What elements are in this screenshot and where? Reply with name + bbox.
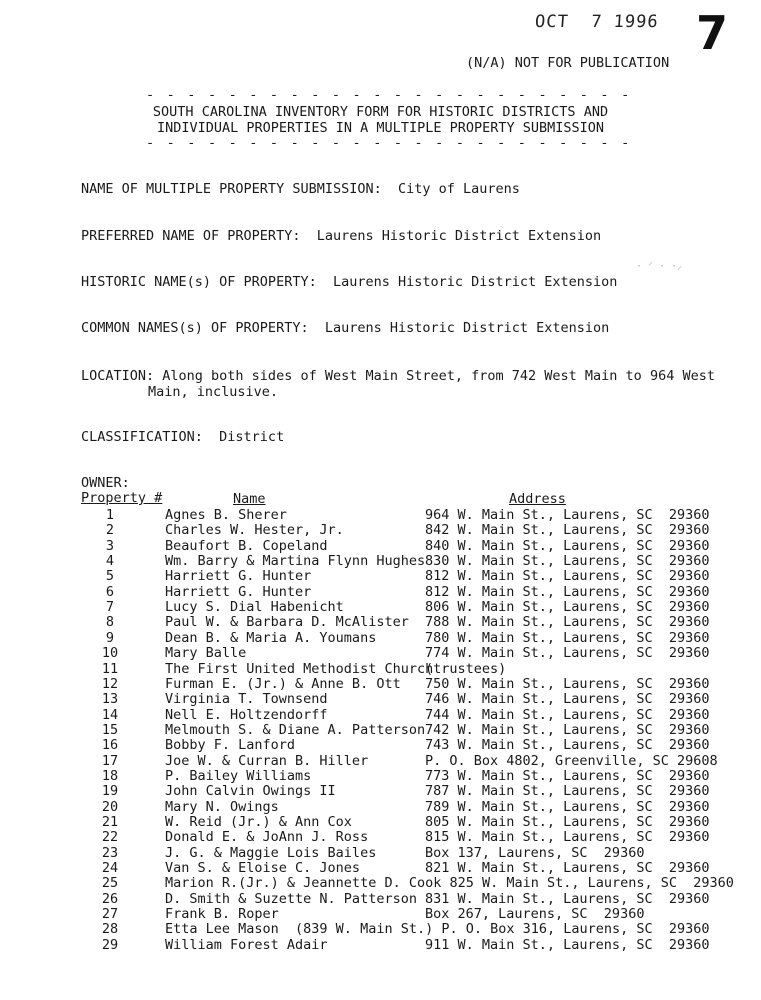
table-row — [0, 522, 761, 537]
property-number: 17 — [101, 752, 119, 769]
owner-name: D. Smith & Suzette N. Patterson — [165, 890, 417, 907]
property-number: 22 — [101, 829, 119, 846]
owner-address: 840 W. Main St., Laurens, SC 29360 — [425, 537, 710, 554]
owner-name: J. G. & Maggie Lois Bailes — [165, 844, 377, 861]
table-row — [0, 906, 761, 921]
historic-name-field: HISTORIC NAME(s) OF PROPERTY: Laurens Historic District Extension — [81, 274, 618, 290]
owner-name: Furman E. (Jr.) & Anne B. Ott — [165, 675, 401, 692]
table-row — [0, 845, 761, 860]
owner-address: 964 W. Main St., Laurens, SC 29360 — [425, 507, 710, 523]
property-number: 2 — [105, 522, 115, 539]
table-row — [0, 614, 761, 629]
property-number: 5 — [105, 568, 115, 585]
owner-name: Paul W. & Barbara D. McAlister — [165, 614, 409, 631]
owner-address: 812 W. Main St., Laurens, SC 29360 — [425, 583, 710, 600]
table-row — [0, 722, 761, 737]
property-number: 3 — [105, 537, 115, 554]
table-row — [0, 768, 761, 783]
owner-name-and-address: Etta Lee Mason (839 W. Main St.) P. O. Box 316, Laurens, SC 29360 — [165, 921, 710, 938]
property-number: 24 — [101, 860, 119, 877]
property-number: 25 — [101, 875, 119, 892]
property-number: 12 — [101, 675, 119, 692]
property-number: 10 — [101, 645, 119, 662]
table-row — [0, 753, 761, 768]
property-number: 23 — [101, 844, 119, 861]
column-header-name: Name — [233, 491, 266, 507]
table-row — [0, 507, 761, 522]
table-row — [0, 829, 761, 844]
form-title-line-1: SOUTH CAROLINA INVENTORY FORM FOR HISTORIC DISTRICTS AND — [152, 104, 609, 120]
owner-label: OWNER: — [81, 475, 130, 491]
owner-name: Dean B. & Maria A. Youmans — [165, 629, 377, 646]
owner-name-and-address: Marion R.(Jr.) & Jeannette D. Cook 825 W. Main St., Laurens, SC 29360 — [165, 875, 734, 892]
owner-name: Charles W. Hester, Jr. — [165, 522, 344, 539]
header-dash-rule-bottom: - - - - - - - - - - - - - - - - - - - - - - - - — [146, 135, 632, 151]
common-name-field: COMMON NAMES(s) OF PROPERTY: Laurens Historic District Extension — [81, 320, 610, 336]
owner-address: P. O. Box 4802, Greenville, SC 29608 — [425, 752, 718, 769]
owner-address: Box 267, Laurens, SC 29360 — [425, 906, 645, 923]
table-row — [0, 661, 761, 676]
property-number: 16 — [101, 737, 119, 754]
owner-address: Box 137, Laurens, SC 29360 — [425, 844, 645, 861]
owner-name: Lucy S. Dial Habenicht — [165, 599, 344, 616]
owner-name: W. Reid (Jr.) & Ann Cox — [165, 814, 352, 830]
page-number: 7 — [696, 6, 729, 60]
owner-name: Melmouth S. & Diane A. Patterson — [165, 721, 426, 738]
property-number: 7 — [105, 599, 115, 616]
owner-name: William Forest Adair — [165, 936, 328, 953]
owner-address: 773 W. Main St., Laurens, SC 29360 — [425, 767, 710, 784]
owner-name: Mary Balle — [165, 645, 247, 662]
property-number: 14 — [101, 706, 119, 723]
owner-name: Mary N. Owings — [165, 798, 279, 815]
table-row — [0, 707, 761, 722]
owner-name: John Calvin Owings II — [165, 783, 336, 800]
owner-address: 821 W. Main St., Laurens, SC 29360 — [425, 860, 710, 877]
owner-name: Nell E. Holtzendorff — [165, 706, 328, 723]
owner-name: Wm. Barry & Martina Flynn Hughes — [165, 553, 426, 570]
property-number: 19 — [101, 783, 119, 800]
property-number: 11 — [101, 660, 119, 677]
table-row — [0, 584, 761, 599]
received-date-stamp: OCT 7 1996 — [534, 12, 660, 32]
property-number: 27 — [101, 906, 119, 923]
owner-address: 744 W. Main St., Laurens, SC 29360 — [425, 706, 710, 723]
classification-field: CLASSIFICATION: District — [81, 429, 285, 445]
not-for-publication-note: (N/A) NOT FOR PUBLICATION — [466, 55, 670, 71]
property-number: 13 — [101, 691, 119, 708]
location-field-line-2: Main, inclusive. — [148, 384, 279, 400]
owner-address: 788 W. Main St., Laurens, SC 29360 — [425, 614, 710, 631]
table-row — [0, 691, 761, 706]
owner-name: Harriett G. Hunter — [165, 583, 312, 600]
table-row — [0, 783, 761, 798]
table-row — [0, 814, 761, 829]
table-row — [0, 799, 761, 814]
owner-name: Frank B. Roper — [165, 906, 279, 923]
property-number: 26 — [101, 890, 119, 907]
preferred-name-field: PREFERRED NAME OF PROPERTY: Laurens Historic District Extension — [81, 228, 602, 244]
owner-name: Agnes B. Sherer — [165, 507, 287, 523]
table-row — [0, 568, 761, 583]
column-header-address: Address — [509, 491, 566, 507]
owner-name: Harriett G. Hunter — [165, 568, 312, 585]
table-row — [0, 921, 761, 936]
table-row — [0, 538, 761, 553]
owner-address: 831 W. Main St., Laurens, SC 29360 — [425, 890, 710, 907]
table-row — [0, 676, 761, 691]
table-row — [0, 937, 761, 952]
property-number: 20 — [101, 798, 119, 815]
scan-smudge: · ⸍ · ·⸝ — [636, 261, 683, 272]
multiple-submission-field: NAME OF MULTIPLE PROPERTY SUBMISSION: City of Laurens — [81, 181, 520, 197]
owner-address: 842 W. Main St., Laurens, SC 29360 — [425, 522, 710, 539]
property-number: 29 — [101, 936, 119, 953]
property-number: 9 — [105, 629, 115, 646]
property-number: 6 — [105, 583, 115, 600]
owner-address: (trustees) — [425, 660, 507, 677]
owner-address: 750 W. Main St., Laurens, SC 29360 — [425, 675, 710, 692]
table-row — [0, 630, 761, 645]
table-row — [0, 599, 761, 614]
column-header-property: Property # — [81, 490, 163, 506]
property-number: 1 — [105, 507, 115, 523]
owner-address: 746 W. Main St., Laurens, SC 29360 — [425, 691, 710, 708]
owner-address: 805 W. Main St., Laurens, SC 29360 — [425, 814, 710, 830]
property-number: 4 — [105, 553, 115, 570]
owner-name: Joe W. & Curran B. Hiller — [165, 752, 369, 769]
owner-address: 787 W. Main St., Laurens, SC 29360 — [425, 783, 710, 800]
owner-address: 742 W. Main St., Laurens, SC 29360 — [425, 721, 710, 738]
property-number: 28 — [101, 921, 119, 938]
property-number: 15 — [101, 721, 119, 738]
table-row — [0, 553, 761, 568]
owner-address: 780 W. Main St., Laurens, SC 29360 — [425, 629, 710, 646]
table-row — [0, 860, 761, 875]
owner-name: The First United Methodist Church — [165, 660, 434, 677]
owner-address: 806 W. Main St., Laurens, SC 29360 — [425, 599, 710, 616]
owner-address: 812 W. Main St., Laurens, SC 29360 — [425, 568, 710, 585]
table-row — [0, 737, 761, 752]
owner-name: P. Bailey Williams — [165, 767, 312, 784]
table-row — [0, 645, 761, 660]
owner-address: 815 W. Main St., Laurens, SC 29360 — [425, 829, 710, 846]
table-row — [0, 891, 761, 906]
owner-address: 743 W. Main St., Laurens, SC 29360 — [425, 737, 710, 754]
owner-address: 911 W. Main St., Laurens, SC 29360 — [425, 936, 710, 953]
property-number: 21 — [101, 814, 119, 830]
property-number: 18 — [101, 767, 119, 784]
owner-address: 789 W. Main St., Laurens, SC 29360 — [425, 798, 710, 815]
owner-name: Virginia T. Townsend — [165, 691, 328, 708]
owner-name: Bobby F. Lanford — [165, 737, 296, 754]
location-field-line-1: LOCATION: Along both sides of West Main Street, from 742 West Main to 964 West — [81, 368, 715, 384]
form-title-line-2: INDIVIDUAL PROPERTIES IN A MULTIPLE PROPERTY SUBMISSION — [156, 120, 605, 136]
owner-name: Van S. & Eloise C. Jones — [165, 860, 361, 877]
owner-name: Beaufort B. Copeland — [165, 537, 328, 554]
owner-address: 774 W. Main St., Laurens, SC 29360 — [425, 645, 710, 662]
header-dash-rule-top: - - - - - - - - - - - - - - - - - - - - - - - - — [146, 87, 632, 103]
property-number: 8 — [105, 614, 115, 631]
table-row — [0, 875, 761, 890]
owner-address: 830 W. Main St., Laurens, SC 29360 — [425, 553, 710, 570]
owner-name: Donald E. & JoAnn J. Ross — [165, 829, 369, 846]
